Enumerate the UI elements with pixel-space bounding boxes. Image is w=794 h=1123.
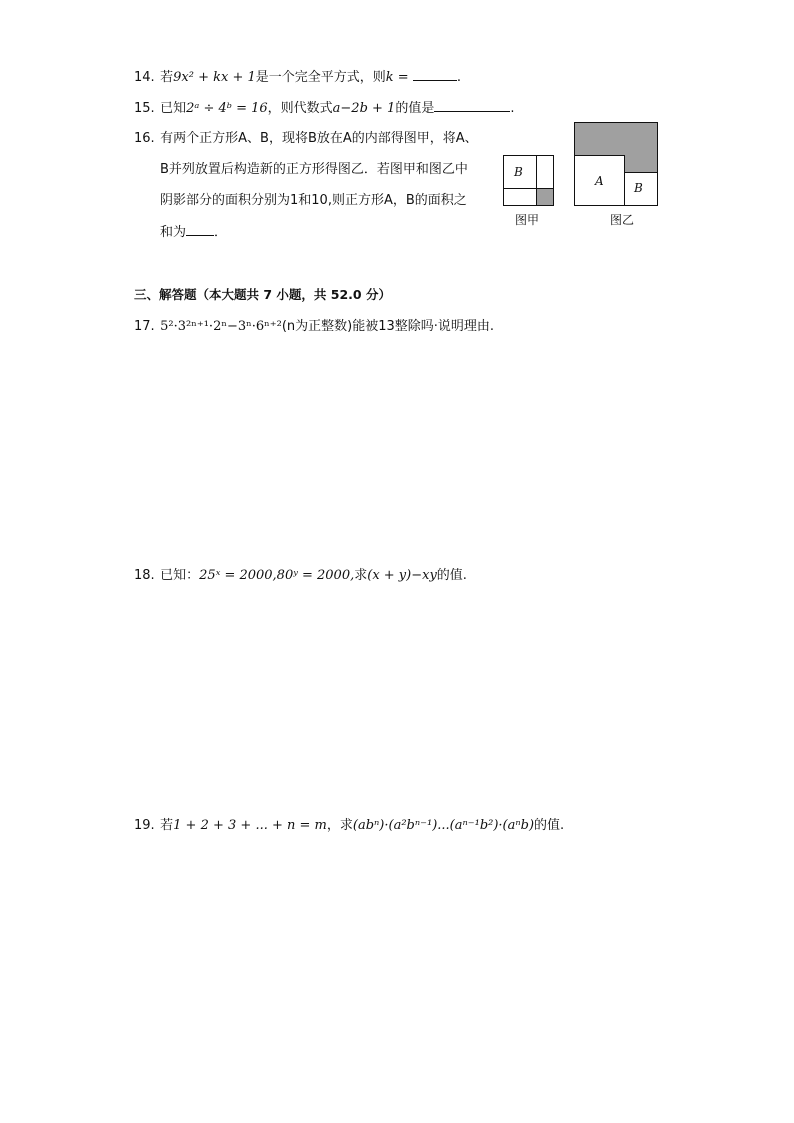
question-text: ，则代数式 [267,101,333,116]
math-expression: 2ᵃ ÷ 4ᵇ = 16 [186,101,268,116]
question-text: 是一个完全平方式，则 [255,70,386,85]
question-text: 的值是 [395,101,435,116]
math-expression: 9x² + kx + 1 [173,70,256,85]
punctuation: . [456,70,461,85]
question-14 [134,68,461,87]
question-16-line-2 [160,161,468,179]
question-text: B并列放置后构造新的正方形得图乙．若图甲和图乙中 [160,162,468,177]
answer-blank[interactable] [413,68,457,81]
math-expression: k = [385,70,409,85]
question-text: 的值. [534,818,565,833]
question-text: 已知 [160,101,187,116]
figure-jia-label-b: B [514,165,523,179]
question-text: 若 [160,70,174,85]
question-number: 18. [134,568,155,583]
question-text: 和为 [160,225,187,240]
question-16-line-1 [134,130,478,148]
question-text: 阴影部分的面积分别为1和10,则正方形A，B的面积之 [160,193,467,208]
question-number: 17. [134,319,155,334]
figure-jia-caption: 图甲 [515,213,540,227]
question-number: 19. [134,818,155,833]
answer-blank[interactable] [186,223,214,236]
answer-blank[interactable] [434,99,510,112]
punctuation: . [510,101,515,116]
question-text: 的值. [436,568,467,583]
question-18 [134,567,467,585]
figure-yi-caption: 图乙 [610,213,635,227]
question-16-line-4 [160,223,227,242]
figure-yi [574,122,659,207]
question-19 [134,817,564,835]
figure-jia [503,155,555,207]
question-16-line-3 [160,192,467,210]
question-text: 求 [354,568,368,583]
question-17 [134,318,494,336]
question-number: 15. [134,101,155,116]
math-expression: a−2b + 1 [332,101,396,116]
figure-yi-label-a: A [595,174,604,188]
math-expression: 5²·3²ⁿ⁺¹·2ⁿ−3ⁿ·6ⁿ⁺² [160,319,282,334]
question-number: 16. [134,131,155,146]
math-expression: 25ˣ = 2000,80ʸ = 2000, [199,568,355,583]
question-number: 14. [134,70,155,85]
section-heading: 三、解答题（本大题共 7 小题，共 52.0 分） [134,287,391,302]
question-text: ，求 [326,818,353,833]
question-text: 已知： [160,568,200,583]
question-text: (n为正整数)能被13整除吗·说明理由. [281,319,495,334]
math-expression: (x + y)−xy [367,568,437,583]
figure-yi-label-b: B [634,181,643,195]
math-expression: (abⁿ)·(a²bⁿ⁻¹)...(aⁿ⁻¹b²)·(aⁿb) [352,818,535,833]
question-text: 若 [160,818,174,833]
math-expression: 1 + 2 + 3 + ... + n = m [173,818,327,833]
punctuation: ． [214,225,228,240]
question-text: 有两个正方形A、B，现将B放在A的内部得图甲，将A、 [160,131,478,146]
question-15 [134,99,514,118]
